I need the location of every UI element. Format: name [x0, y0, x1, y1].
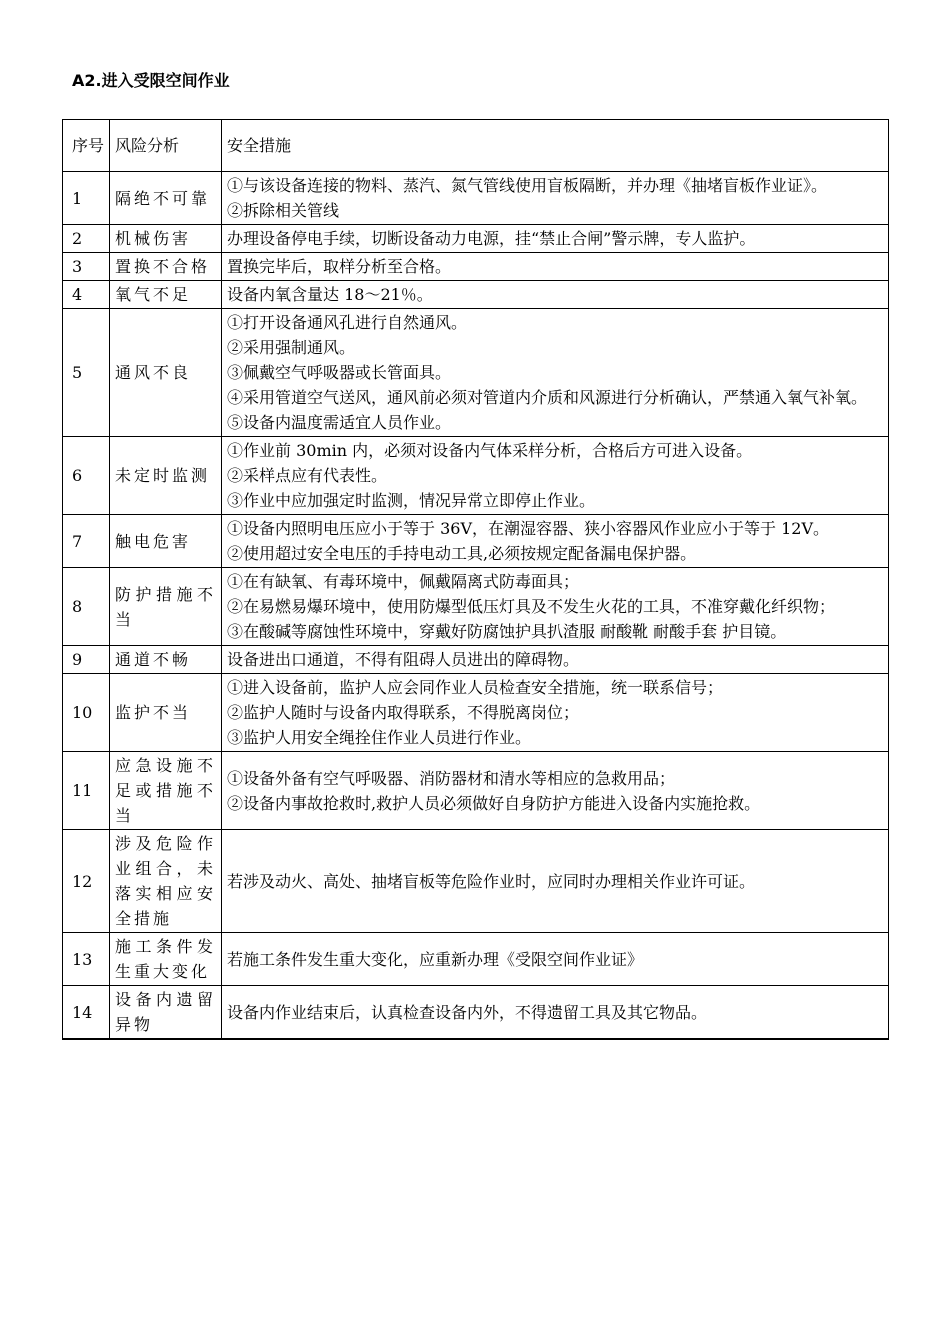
measure-line: ①在有缺氧、有毒环境中，佩戴隔离式防毒面具；	[227, 572, 580, 591]
table-header-row	[63, 120, 889, 172]
measure-line: ①作业前 30min 内，必须对设备内气体采样分析，合格后方可进入设备。	[227, 441, 753, 460]
measures-cell	[222, 172, 889, 225]
table-row	[63, 225, 889, 253]
row-index: 2	[63, 225, 110, 253]
risk-cell: 未定时监测	[110, 437, 222, 515]
table-row	[63, 752, 889, 830]
row-index: 7	[63, 515, 110, 568]
measure-line: ⑤设备内温度需适宜人员作业。	[227, 413, 452, 432]
measure-line: ①设备内照明电压应小于等于 36V，在潮湿容器、狭小容器风作业应小于等于 12V。	[227, 519, 830, 538]
table-row	[63, 830, 889, 933]
table-row	[63, 437, 889, 515]
row-index: 8	[63, 568, 110, 646]
header-risk: 风险分析	[110, 120, 222, 172]
measure-line: ②设备内事故抢救时,救护人员必须做好自身防护方能进入设备内实施抢救。	[227, 793, 761, 813]
measure-line: ②采样点应有代表性。	[227, 466, 388, 485]
measure-line: ②使用超过安全电压的手持电动工具,必须按规定配备漏电保护器。	[227, 544, 697, 563]
measure-line: ①打开设备通风孔进行自然通风。	[227, 313, 468, 332]
measure-line: ③佩戴空气呼吸器或长管面具。	[227, 363, 452, 382]
row-index: 6	[63, 437, 110, 515]
row-index: 10	[63, 674, 110, 752]
risk-cell: 设备内遗留异物	[110, 986, 222, 1040]
table-row	[63, 646, 889, 674]
measure-line: 办理设备停电手续，切断设备动力电源，挂“禁止合闸”警示牌，专人监护。	[227, 229, 756, 248]
risk-cell: 置换不合格	[110, 253, 222, 281]
risk-table	[62, 119, 889, 1040]
row-index: 5	[63, 309, 110, 437]
row-index: 1	[63, 172, 110, 225]
measures-cell	[222, 253, 889, 281]
measure-line: ①设备外备有空气呼吸器、消防器材和清水等相应的急救用品；	[227, 768, 676, 788]
measures-cell	[222, 752, 889, 830]
risk-cell: 通风不良	[110, 309, 222, 437]
measure-line: ④采用管道空气送风，通风前必须对管道内介质和风源进行分析确认，严禁通入氧气补氧。	[227, 388, 868, 407]
risk-cell: 涉及危险作业组合，未落实相应安全措施	[110, 830, 222, 933]
table-row	[63, 309, 889, 437]
risk-cell: 通道不畅	[110, 646, 222, 674]
risk-cell: 隔绝不可靠	[110, 172, 222, 225]
row-index: 11	[63, 752, 110, 830]
table-row	[63, 515, 889, 568]
row-index: 14	[63, 986, 110, 1040]
measure-line: 置换完毕后，取样分析至合格。	[227, 257, 452, 276]
measure-line: ③作业中应加强定时监测，情况异常立即停止作业。	[227, 491, 596, 510]
risk-cell: 施工条件发生重大变化	[110, 933, 222, 986]
risk-cell: 机械伤害	[110, 225, 222, 253]
row-index: 12	[63, 830, 110, 933]
table-row	[63, 933, 889, 986]
measure-line: ②采用强制通风。	[227, 338, 356, 357]
measure-line: ③监护人用安全绳拴住作业人员进行作业。	[227, 728, 532, 747]
risk-cell: 防护措施不当	[110, 568, 222, 646]
measures-cell	[222, 437, 889, 515]
measure-line: ②在易燃易爆环境中，使用防爆型低压灯具及不发生火花的工具，不准穿戴化纤织物；	[227, 597, 836, 616]
risk-cell: 氧气不足	[110, 281, 222, 309]
risk-cell: 触电危害	[110, 515, 222, 568]
table-row	[63, 281, 889, 309]
measure-line: ②监护人随时与设备内取得联系，不得脱离岗位；	[227, 703, 580, 722]
risk-cell: 监护不当	[110, 674, 222, 752]
measures-cell	[222, 225, 889, 253]
measures-cell	[222, 281, 889, 309]
table-row	[63, 674, 889, 752]
measure-line: 设备内作业结束后，认真检查设备内外，不得遗留工具及其它物品。	[227, 1002, 708, 1022]
row-index: 3	[63, 253, 110, 281]
row-index: 13	[63, 933, 110, 986]
measure-line: 设备进出口通道，不得有阻碍人员进出的障碍物。	[227, 650, 580, 669]
measures-cell	[222, 674, 889, 752]
risk-cell: 应急设施不足或措施不当	[110, 752, 222, 830]
measures-cell	[222, 646, 889, 674]
measures-cell	[222, 515, 889, 568]
measure-line: 若施工条件发生重大变化，应重新办理《受限空间作业证》	[227, 949, 644, 969]
header-measures: 安全措施	[222, 120, 889, 172]
measure-line: 设备内氧含量达 18～21％。	[227, 285, 433, 304]
row-index: 9	[63, 646, 110, 674]
measure-line: ①与该设备连接的物料、蒸汽、氮气管线使用盲板隔断，并办理《抽堵盲板作业证》。	[227, 176, 828, 195]
measures-cell	[222, 568, 889, 646]
measure-line: 若涉及动火、高处、抽堵盲板等危险作业时，应同时办理相关作业许可证。	[227, 871, 756, 891]
measures-cell	[222, 986, 889, 1040]
row-index: 4	[63, 281, 110, 309]
measures-cell	[222, 933, 889, 986]
measures-cell	[222, 309, 889, 437]
table-row	[63, 568, 889, 646]
page-title: A2.进入受限空间作业	[72, 71, 230, 90]
table-row	[63, 986, 889, 1040]
measure-line: ③在酸碱等腐蚀性环境中，穿戴好防腐蚀护具扒渣服 耐酸靴 耐酸手套 护目镜。	[227, 622, 787, 641]
measure-line: ②拆除相关管线	[227, 201, 340, 220]
measure-line: ①进入设备前，监护人应会同作业人员检查安全措施，统一联系信号；	[227, 678, 724, 697]
header-index: 序号	[63, 120, 110, 172]
table-row	[63, 172, 889, 225]
measures-cell	[222, 830, 889, 933]
table-row	[63, 253, 889, 281]
